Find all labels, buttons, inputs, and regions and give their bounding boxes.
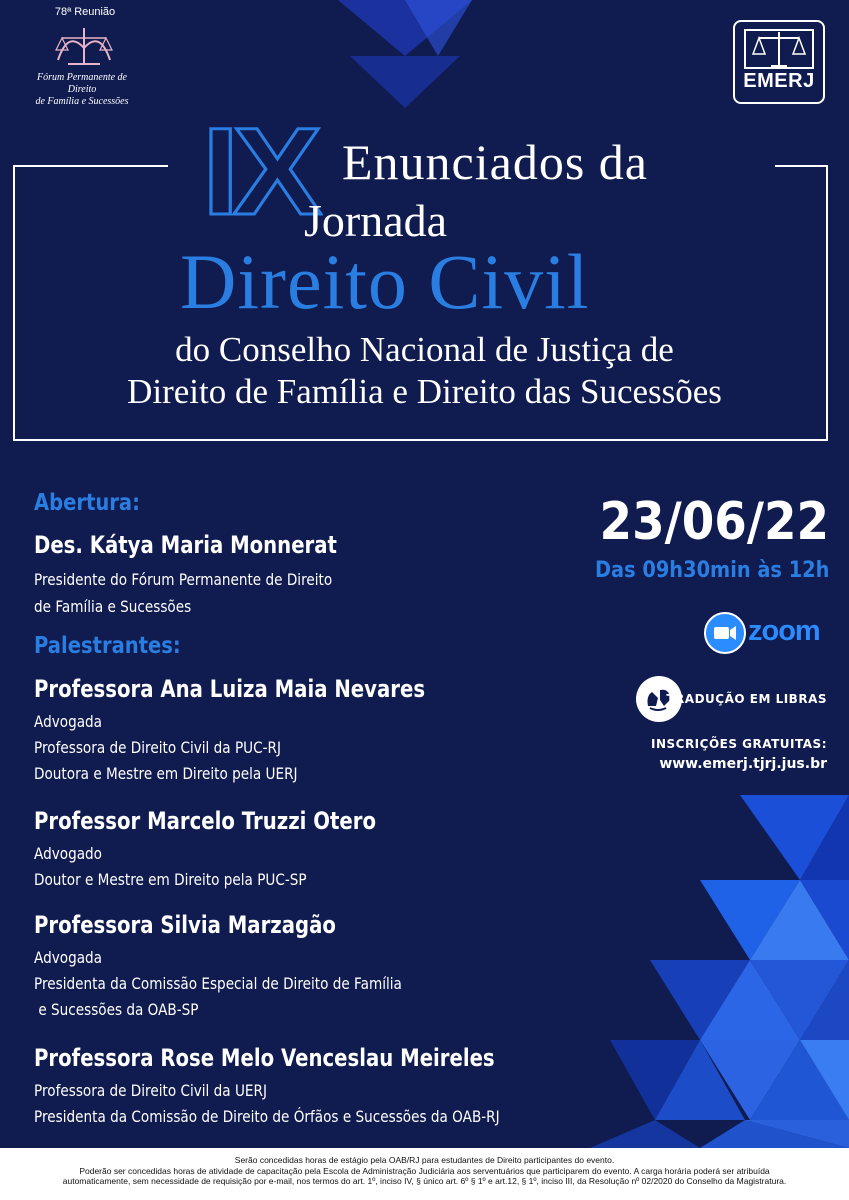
footer-line: Poderão ser concedidas horas de atividade de capacitação pela Escola de Administração Judiciária aos serventuários que participarem do evento. A carga horária poderá ser atribuída <box>79 1165 770 1176</box>
abertura-line: de Família e Sucessões <box>34 597 192 616</box>
forum-logo-text <box>22 72 142 108</box>
palestrantes-heading: Palestrantes: <box>34 633 181 659</box>
abertura-name: Des. Kátya Maria Monnerat <box>34 531 337 559</box>
event-time: Das 09h30min às 12h <box>594 558 829 583</box>
abertura-heading: Abertura: <box>34 490 140 516</box>
forum-logo-line1: Fórum Permanente de Direito <box>37 72 127 95</box>
speaker-line: Doutora e Mestre em Direito pela UERJ <box>34 764 298 783</box>
forum-logo-line2: de Família e Sucessões <box>35 96 129 107</box>
speaker-name: Professora Rose Melo Venceslau Meireles <box>34 1044 495 1072</box>
speaker-line: Advogada <box>34 948 102 967</box>
footer-line: Serão concedidas horas de estágio pela OAB/RJ para estudantes de Direito participantes do evento. <box>234 1155 615 1165</box>
speaker-line: e Sucessões da OAB-SP <box>34 1000 199 1019</box>
abertura-line: Presidente do Fórum Permanente de Direito <box>34 570 333 589</box>
frame-top-line-right <box>775 165 828 167</box>
speaker-line: Advogada <box>34 712 102 731</box>
speaker-name: Professor Marcelo Truzzi Otero <box>34 807 376 835</box>
zoom-wordmark: zoom <box>748 615 820 647</box>
meeting-number: 78ª Reunião <box>54 6 116 18</box>
title-line-direito-civil: Direito Civil <box>180 238 590 325</box>
inscricoes-label: INSCRIÇÕES GRATUITAS: <box>650 737 827 751</box>
title-line-jornada: Jornada <box>304 195 448 246</box>
zoom-camera-icon <box>704 612 746 654</box>
libras-label: TRADUÇÃO EM LIBRAS <box>666 692 827 706</box>
title-subtitle-line2: Direito de Família e Direito das Sucessões <box>127 372 722 411</box>
scales-of-justice-icon <box>735 26 823 72</box>
speaker-line: Advogado <box>34 844 102 863</box>
frame-top-line-left <box>13 165 168 167</box>
speaker-line: Doutor e Mestre em Direito pela PUC-SP <box>34 870 307 889</box>
speaker-line: Presidenta da Comissão Especial de Direito de Família <box>34 974 402 993</box>
title-subtitle-line1: do Conselho Nacional de Justiça de <box>175 330 674 369</box>
emerj-label: EMERJ <box>743 70 815 92</box>
speaker-name: Professora Silvia Marzagão <box>34 911 336 939</box>
speaker-line: Professora de Direito Civil da UERJ <box>34 1081 267 1100</box>
event-date: 23/06/22 <box>599 492 829 552</box>
footer-notes <box>0 1148 849 1200</box>
footer-line: automaticamente, sem necessidade de requisição por e-mail, nos termos do art. 1º, inciso IV, § único art. 6º § 1º e art.12, § 1º, inciso III, da Resolução nº 02/2020 do Conselho da Magistratura. <box>62 1176 787 1186</box>
zoom-logo <box>704 612 828 654</box>
edition-roman-numeral: IX <box>202 103 316 241</box>
speaker-name: Professora Ana Luiza Maia Nevares <box>34 675 426 703</box>
speaker-line: Professora de Direito Civil da PUC-RJ <box>34 738 281 757</box>
speaker-line: Presidenta da Comissão de Direito de Órfãos e Sucessões da OAB-RJ <box>34 1107 500 1126</box>
forum-scales-logo-icon <box>38 20 130 70</box>
registration-website[interactable]: www.emerj.tjrj.jus.br <box>659 756 827 772</box>
title-line-enunciados: Enunciados da <box>342 134 648 190</box>
